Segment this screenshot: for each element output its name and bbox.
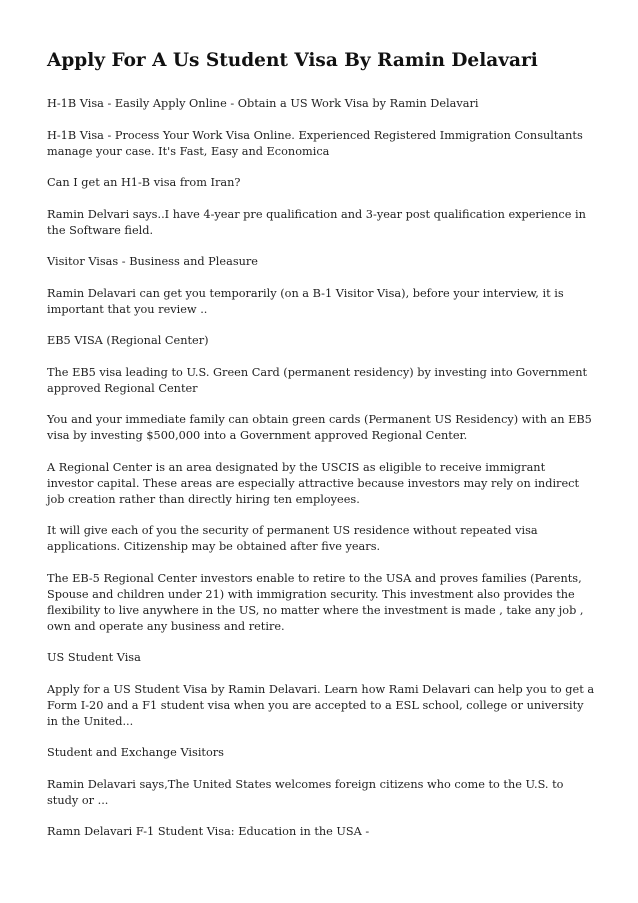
paragraph: US Student Visa [47, 651, 141, 664]
paragraph: EB5 VISA (Regional Center) [47, 334, 209, 347]
paragraph: It will give each of you the security of permanent US residence without repeated visa applications. Citizenship may be obtained after five years. [47, 524, 538, 553]
document-page [47, 48, 595, 856]
paragraph: Ramn Delavari F-1 Student Visa: Education in the USA - [47, 825, 370, 838]
paragraph: Ramin Delvari says..I have 4-year pre qualification and 3-year post qualification experience in the Software field. [47, 207, 586, 237]
paragraph: H-1B Visa - Easily Apply Online - Obtain a US Work Visa by Ramin Delavari [47, 97, 479, 110]
paragraph: H-1B Visa - Process Your Work Visa Online. Experienced Registered Immigration Consultants manage your case. It's Fast, Easy and Economica [47, 128, 583, 158]
paragraph: A Regional Center is an area designated by the USCIS as eligible to receive immigrant investor capital. These areas are especially attractive because investors may rely on indirect job creation rather than directly hiring ten employees. [47, 460, 580, 506]
paragraph: Can I get an H1-B visa from Iran? [47, 176, 241, 189]
paragraph: Visitor Visas - Business and Pleasure [47, 255, 258, 268]
paragraph: Student and Exchange Visitors [47, 746, 224, 759]
document-title: Apply For A Us Student Visa By Ramin Delavari [47, 50, 538, 71]
paragraph: The EB-5 Regional Center investors enable to retire to the USA and proves families (Parents, Spouse and children under 21) with immigration security. This investment also provides the flexibility to live anywhere in the US, no matter where the investment is made , take any job , own and operate any business and retire. [47, 571, 584, 633]
paragraph: Apply for a US Student Visa by Ramin Delavari. Learn how Rami Delavari can help you to get a Form I-20 and a F1 student visa when you are accepted to a ESL school, college or university in the United... [47, 682, 595, 728]
paragraph: You and your immediate family can obtain green cards (Permanent US Residency) with an EB5 visa by investing $500,000 into a Government approved Regional Center. [47, 413, 592, 442]
paragraph: Ramin Delavari says,The United States welcomes foreign citizens who come to the U.S. to study or ... [47, 777, 564, 807]
paragraph: Ramin Delavari can get you temporarily (on a B-1 Visitor Visa), before your interview, it is important that you review .. [47, 286, 564, 316]
paragraph: The EB5 visa leading to U.S. Green Card (permanent residency) by investing into Government approved Regional Center [47, 365, 588, 395]
